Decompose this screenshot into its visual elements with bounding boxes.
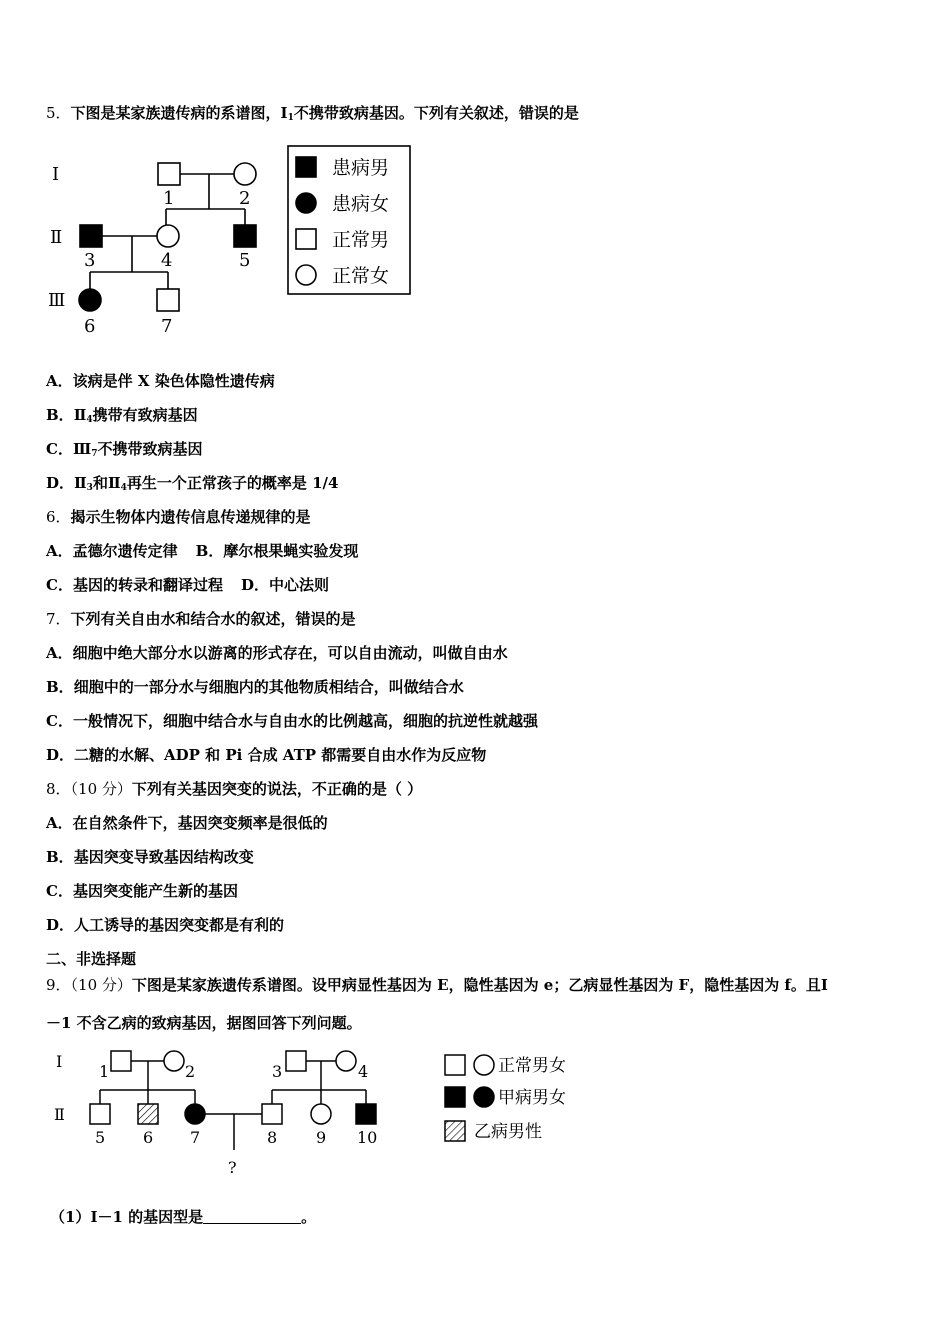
label-9: 9	[316, 1128, 327, 1147]
label-7: 7	[161, 316, 173, 337]
label-4: 4	[161, 250, 173, 271]
label-8: 8	[267, 1128, 278, 1147]
q6-stem: 6．揭示生物体内遗传信息传递规律的是	[46, 508, 311, 526]
individual-II10-disease-a-male	[356, 1104, 376, 1124]
individual-I2-normal-female	[234, 163, 256, 185]
individual-I1-normal-male	[158, 163, 180, 185]
label-6: 6	[84, 316, 96, 337]
individual-I1-normal-male	[111, 1051, 131, 1071]
individual-I4-normal-female	[336, 1051, 356, 1071]
gen-label-II: Ⅱ	[54, 1105, 65, 1124]
legend-disease-a-male-icon	[445, 1087, 465, 1107]
legend-normal-female-icon	[474, 1055, 494, 1075]
q7-stem: 7．下列有关自由水和结合水的叙述，错误的是	[46, 610, 356, 628]
legend-disease-a-female-icon	[474, 1087, 494, 1107]
individual-II5-normal-male	[90, 1104, 110, 1124]
q9-pedigree-figure	[50, 1045, 590, 1180]
q5-option-a: A．该病是伴 X 染色体隐性遗传病	[46, 372, 275, 390]
individual-I3-normal-male	[286, 1051, 306, 1071]
q5-option-d: D．$Ⅱ_3$和$Ⅱ_4$再生一个正常孩子的概率是 1/4	[46, 474, 339, 493]
label-5: 5	[239, 250, 251, 271]
q5-option-b: B．$Ⅱ_4$携带有致病基因	[46, 406, 198, 425]
q7-option-a: A．细胞中绝大部分水以游离的形式存在，可以自由流动，叫做自由水	[46, 644, 508, 662]
q9-stem-line2: －1 不含乙病的致病基因，据图回答下列问题。	[46, 1014, 362, 1032]
legend-disease-b-male-icon	[445, 1121, 465, 1141]
section-heading: 二、非选择题	[46, 950, 137, 968]
label-1: 1	[163, 188, 175, 209]
gen-label-I: Ⅰ	[52, 164, 60, 185]
legend-label-normal: 正常男女	[498, 1056, 566, 1076]
gen-label-II: Ⅱ	[50, 227, 63, 248]
label-10: 10	[357, 1128, 378, 1147]
legend-affected-male-icon	[296, 157, 316, 177]
q8-stem: 8．（10 分）下列有关基因突变的说法，不正确的是（ ）	[46, 780, 423, 798]
individual-II7-disease-a-female	[185, 1104, 205, 1124]
legend-normal-female-icon	[296, 265, 316, 285]
q5-number: 5．	[46, 104, 71, 122]
q5-pedigree-figure	[40, 140, 420, 345]
individual-II4-normal-female	[157, 225, 179, 247]
individual-III7-normal-male	[157, 289, 179, 311]
legend-label-disease-a: 甲病男女	[498, 1088, 566, 1108]
q9-sub1: （1）Ⅰ－1 的基因型是 。	[50, 1208, 317, 1226]
legend-label-normal-male: 正常男	[332, 229, 390, 251]
label-3: 3	[84, 250, 96, 271]
gen-label-I: Ⅰ	[56, 1052, 63, 1071]
q8-option-b: B．基因突变导致基因结构改变	[46, 848, 254, 866]
gen-label-III: Ⅲ	[48, 290, 66, 311]
individual-II6-disease-b-male	[138, 1104, 158, 1124]
q8-option-d: D．人工诱导的基因突变都是有利的	[46, 916, 285, 934]
label-5: 5	[95, 1128, 106, 1147]
q6-options-cd: C．基因的转录和翻译过程 D．中心法则	[46, 576, 329, 594]
individual-II3-affected-male	[80, 225, 102, 247]
legend-normal-male-icon	[445, 1055, 465, 1075]
q6-options-ab: A．孟德尔遗传定律 B．摩尔根果蝇实验发现	[46, 542, 359, 560]
individual-III6-affected-female	[79, 289, 101, 311]
label-1: 1	[99, 1062, 110, 1081]
q8-option-c: C．基因突变能产生新的基因	[46, 882, 238, 900]
label-6: 6	[143, 1128, 154, 1147]
legend-normal-male-icon	[296, 229, 316, 249]
q5-stem: 5．下图是某家族遗传病的系谱图，$Ⅰ_1$不携带致病基因。下列有关叙述，错误的是	[46, 104, 579, 123]
label-7: 7	[190, 1128, 201, 1147]
label-unknown: ?	[228, 1158, 237, 1177]
q9-stem-line1: 9．（10 分）下图是某家族遗传系谱图。设甲病显性基因为 E，隐性基因为 e；乙病显性基因为 F，隐性基因为 f。且Ⅰ	[46, 976, 828, 994]
q8-option-a: A．在自然条件下，基因突变频率是很低的	[46, 814, 328, 832]
label-4: 4	[358, 1062, 369, 1081]
q7-option-b: B．细胞中的一部分水与细胞内的其他物质相结合，叫做结合水	[46, 678, 464, 696]
label-2: 2	[239, 188, 251, 209]
legend-label-affected-male: 患病男	[332, 157, 390, 179]
q7-option-d: D．二糖的水解、ADP 和 Pi 合成 ATP 都需要自由水作为反应物	[46, 746, 487, 764]
label-3: 3	[272, 1062, 283, 1081]
label-2: 2	[185, 1062, 196, 1081]
individual-II8-normal-male	[262, 1104, 282, 1124]
legend-label-disease-b: 乙病男性	[474, 1122, 542, 1142]
q7-option-c: C．一般情况下，细胞中结合水与自由水的比例越高，细胞的抗逆性就越强	[46, 712, 538, 730]
legend-affected-female-icon	[296, 193, 316, 213]
answer-blank[interactable]	[203, 1209, 301, 1224]
legend-label-normal-female: 正常女	[332, 265, 390, 287]
q5-option-c: C．$Ⅲ_7$不携带致病基因	[46, 440, 203, 459]
individual-II5-affected-male	[234, 225, 256, 247]
individual-I2-normal-female	[164, 1051, 184, 1071]
legend-label-affected-female: 患病女	[332, 193, 390, 215]
individual-II9-normal-female	[311, 1104, 331, 1124]
